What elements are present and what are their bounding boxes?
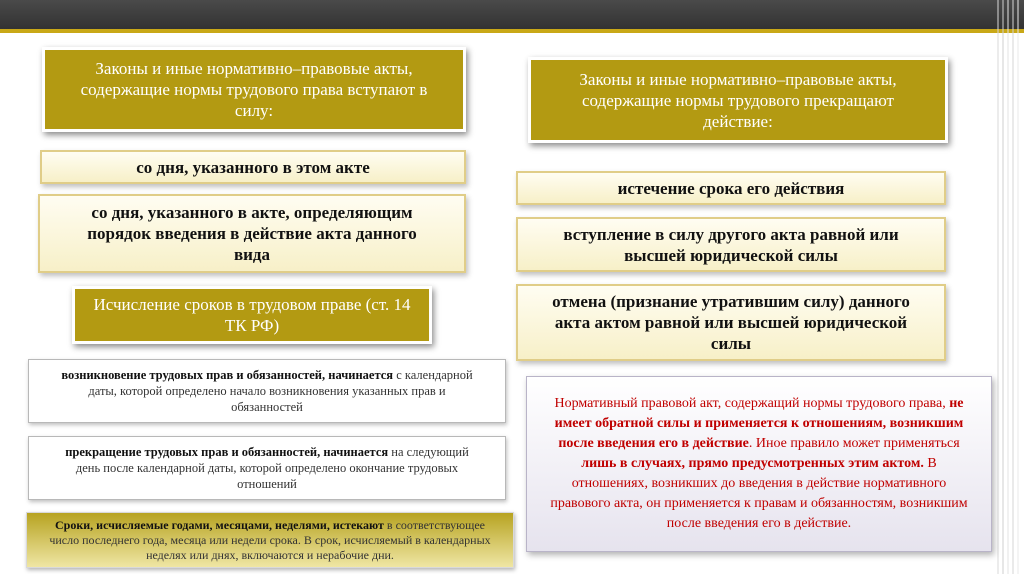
note-bold-2: лишь в случаях, прямо предусмотренных этим актом. <box>581 456 924 471</box>
rule-box-1 <box>28 359 506 423</box>
right-header <box>528 57 948 143</box>
left-item-1 <box>40 150 466 184</box>
section-title-text: Исчисление сроков в трудовом праве (ст. 14 ТК РФ) <box>93 295 411 335</box>
note-part-3: В отношениях, возникших до введения в действие нормативного правового акта, он применяется к правам и обязанностям, возникшим после введения его в действие. <box>550 456 968 531</box>
rule-1-content <box>55 367 479 415</box>
top-bar <box>0 0 1024 33</box>
top-bar-accent-stripe <box>0 29 1024 33</box>
left-item-1-text: со дня, указанного в этом акте <box>136 157 370 177</box>
right-header-text: Законы и иные нормативно–правовые акты, содержащие нормы трудового прекращают действие: <box>579 69 897 131</box>
retroactivity-note <box>526 376 992 552</box>
note-content <box>545 394 973 534</box>
note-part-1: Нормативный правовой акт, содержащий нормы трудового права, <box>554 396 950 411</box>
rule-3-text: в соответствующее число последнего года, месяца или недели срока. В срок, исчисляемый в календарных неделях или днях, включаются и нерабочие дни. <box>49 517 491 562</box>
right-item-3 <box>516 284 946 361</box>
left-item-2 <box>38 194 466 273</box>
right-item-1-text: истечение срока его действия <box>617 178 845 198</box>
right-item-1 <box>516 171 946 205</box>
left-item-2-text: со дня, указанного в акте, определяющим порядок введения в действие акта данного вида <box>87 203 417 264</box>
right-item-3-text: отмена (признание утратившим силу) данного акта актом равной или высшей юридической силы <box>552 292 910 353</box>
left-header <box>42 47 466 132</box>
rule-1-text: с календарной даты, которой определено начало возникновения указанных прав и обязанностей <box>88 368 473 414</box>
rule-3-bold: Сроки, исчисляемые годами, месяцами, неделями, истекают <box>55 517 384 532</box>
note-part-2: . Иное правило может применяться <box>748 436 960 451</box>
rule-1-bold: возникновение трудовых прав и обязанностей, начинается <box>61 368 394 382</box>
rule-2-text: на следующий день после календарной даты, которой определено окончание трудовых отношений <box>75 445 469 491</box>
rule-3-content <box>41 518 499 563</box>
rule-box-3 <box>26 512 514 568</box>
section-title <box>72 286 432 344</box>
left-header-text: Законы и иные нормативно–правовые акты, содержащие нормы трудового права вступают в силу: <box>80 59 428 120</box>
right-item-2-text: вступление в силу другого акта равной или высшей юридической силы <box>563 224 899 265</box>
rule-box-2 <box>28 436 506 500</box>
right-item-2 <box>516 217 946 272</box>
note-bold-1: не имеет обратной силы и применяется к отношениям, возникшим после введения его в действие <box>554 396 964 451</box>
rule-2-bold: прекращение трудовых прав и обязанностей, начинается <box>65 445 389 459</box>
rule-2-content <box>55 444 479 492</box>
